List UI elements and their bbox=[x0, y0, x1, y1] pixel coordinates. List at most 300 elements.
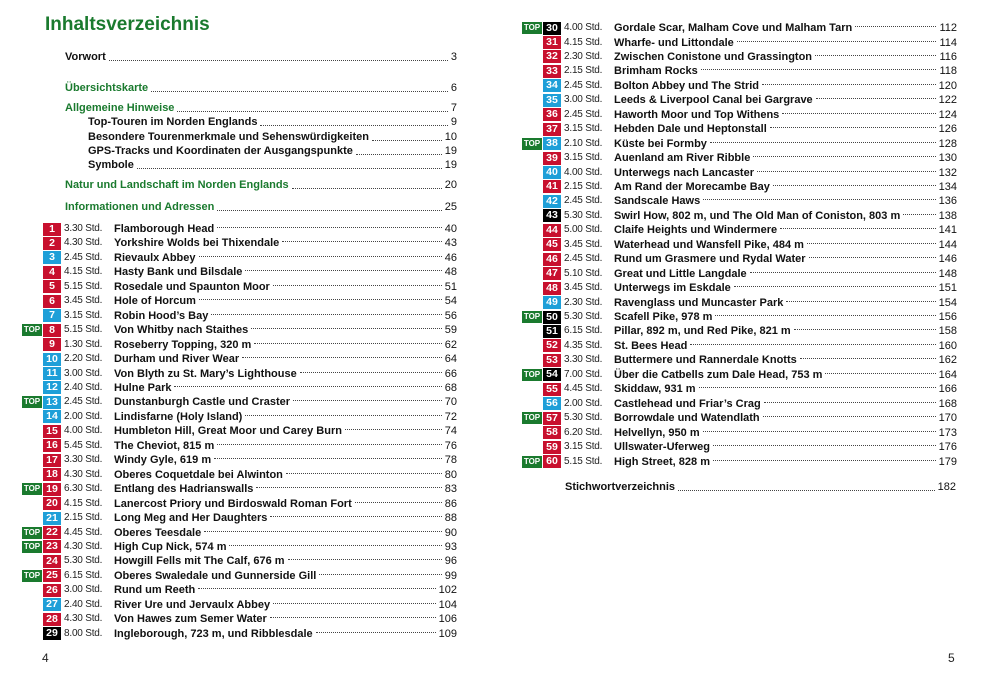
tour-name: Brimham Rocks bbox=[614, 65, 698, 78]
tour-name: Von Whitby nach Staithes bbox=[114, 324, 249, 337]
tour-page: 158 bbox=[938, 325, 957, 338]
tour-entry[interactable] bbox=[522, 151, 957, 165]
tour-duration: 6.20 Std. bbox=[564, 426, 603, 438]
tour-entry[interactable] bbox=[22, 294, 457, 308]
tour-entry[interactable] bbox=[22, 526, 457, 540]
tour-name: Hole of Horcum bbox=[114, 295, 196, 308]
tour-entry[interactable] bbox=[522, 36, 957, 50]
tour-name: River Ure und Jervaulx Abbey bbox=[114, 598, 271, 611]
tour-page: 136 bbox=[938, 195, 957, 208]
tour-number-badge: 19 bbox=[43, 483, 61, 496]
tour-name: Oberes Coquetdale bei Alwinton bbox=[114, 468, 283, 481]
top-tour-badge: TOP bbox=[23, 325, 41, 335]
tour-duration: 3.30 Std. bbox=[64, 454, 103, 466]
tour-entry[interactable] bbox=[22, 251, 457, 265]
dot-leader bbox=[245, 270, 441, 271]
tour-number-badge: 44 bbox=[543, 224, 561, 237]
tour-entry[interactable] bbox=[22, 453, 457, 467]
tour-number-badge: 33 bbox=[543, 65, 561, 78]
tour-entry[interactable] bbox=[22, 468, 457, 482]
dot-leader bbox=[372, 130, 442, 141]
dot-leader bbox=[174, 386, 441, 387]
tour-page: 54 bbox=[444, 295, 457, 308]
toc-entry-page: 19 bbox=[444, 145, 457, 157]
tour-duration: 5.30 Std. bbox=[564, 311, 603, 322]
tour-name: Über die Catbells zum Dale Head, 753 m bbox=[614, 368, 823, 381]
tour-duration: 5.15 Std. bbox=[564, 455, 603, 467]
tour-page: 112 bbox=[939, 22, 957, 34]
tour-entry[interactable] bbox=[522, 296, 957, 310]
tour-duration: 6.15 Std. bbox=[64, 569, 103, 581]
top-tour-badge: TOP bbox=[523, 23, 541, 32]
dot-leader bbox=[780, 228, 936, 229]
tour-duration: 6.30 Std. bbox=[64, 483, 103, 495]
tour-duration: 4.45 Std. bbox=[564, 383, 603, 395]
tour-name: Hebden Dale und Heptonstall bbox=[614, 123, 767, 136]
toc-entry-label: GPS-Tracks und Koordinaten der Ausgangspunkte bbox=[88, 145, 353, 157]
tour-number-badge: 55 bbox=[543, 383, 561, 396]
tour-entry[interactable] bbox=[522, 455, 957, 469]
tour-entry[interactable] bbox=[522, 426, 957, 440]
tour-name: Lanercost Priory und Birdoswald Roman Fort bbox=[114, 497, 352, 510]
tour-duration: 2.45 Std. bbox=[64, 396, 103, 408]
toc-entry-label: Allgemeine Hinweise bbox=[65, 102, 175, 114]
dot-leader bbox=[319, 574, 441, 575]
tour-entry[interactable] bbox=[22, 424, 457, 438]
tour-name: Von Blyth zu St. Mary’s Lighthouse bbox=[114, 367, 297, 380]
tour-entry[interactable] bbox=[522, 223, 957, 237]
tour-number-badge: 56 bbox=[543, 397, 561, 410]
tour-number-badge: 51 bbox=[543, 325, 561, 338]
tour-entry[interactable] bbox=[522, 324, 957, 338]
tour-number-badge: 5 bbox=[43, 280, 61, 293]
dot-leader bbox=[773, 185, 936, 186]
tour-entry[interactable] bbox=[522, 194, 957, 208]
tour-number-badge: 42 bbox=[543, 195, 561, 208]
tour-entry[interactable] bbox=[522, 353, 957, 367]
tour-entry[interactable] bbox=[22, 381, 457, 395]
index-label: Stichwortverzeichnis bbox=[565, 481, 676, 493]
tour-name: St. Bees Head bbox=[614, 339, 688, 352]
toc-entry-page: 6 bbox=[450, 82, 457, 94]
tour-page: 96 bbox=[444, 555, 457, 568]
tour-name: Buttermere und Rannerdale Knotts bbox=[614, 354, 797, 367]
tour-duration: 4.15 Std. bbox=[64, 497, 103, 509]
dot-leader bbox=[288, 559, 442, 560]
dot-leader bbox=[151, 81, 448, 92]
tour-name: The Cheviot, 815 m bbox=[114, 439, 215, 452]
tour-duration: 5.15 Std. bbox=[64, 324, 103, 336]
tour-entry[interactable] bbox=[522, 310, 957, 324]
tour-duration: 2.45 Std. bbox=[564, 195, 603, 207]
tour-name: Dunstanburgh Castle und Craster bbox=[114, 396, 291, 409]
toc-entry-label: Informationen und Adressen bbox=[65, 201, 215, 213]
tour-number-badge: 52 bbox=[543, 339, 561, 352]
toc-entry-label: Vorwort bbox=[65, 51, 106, 63]
tour-page: 68 bbox=[444, 381, 457, 394]
toc-entry-label: Besondere Tourenmerkmale und Sehenswürdigkeiten bbox=[88, 131, 369, 143]
tour-duration: 7.00 Std. bbox=[564, 368, 603, 380]
dot-leader bbox=[217, 444, 441, 445]
tour-name: Küste bei Formby bbox=[614, 137, 707, 150]
tour-entry[interactable] bbox=[522, 281, 957, 295]
toc-entry-page: 3 bbox=[450, 51, 457, 63]
tour-entry[interactable] bbox=[522, 122, 957, 136]
tour-name: Pillar, 892 m, und Red Pike, 821 m bbox=[614, 325, 791, 338]
index-page: 182 bbox=[937, 481, 956, 493]
tour-name: Auenland am River Ribble bbox=[614, 152, 751, 164]
tour-name: Ravenglass und Muncaster Park bbox=[614, 296, 784, 309]
tour-entry[interactable] bbox=[22, 323, 457, 337]
tour-entry[interactable] bbox=[522, 209, 957, 223]
tour-page: 72 bbox=[444, 410, 457, 423]
tour-entry[interactable] bbox=[22, 497, 457, 511]
tour-page: 88 bbox=[444, 512, 457, 524]
dot-leader bbox=[356, 144, 442, 155]
tour-duration: 3.15 Std. bbox=[564, 152, 603, 163]
tour-page: 90 bbox=[444, 526, 457, 539]
tour-number-badge: 15 bbox=[43, 425, 61, 438]
toc-entry[interactable] bbox=[65, 200, 457, 214]
tour-number-badge: 29 bbox=[43, 627, 61, 640]
tour-number-badge: 18 bbox=[43, 468, 61, 481]
tour-entry[interactable] bbox=[22, 338, 457, 352]
tour-duration: 2.15 Std. bbox=[64, 512, 103, 523]
tour-number-badge: 20 bbox=[43, 497, 61, 510]
tour-entry[interactable] bbox=[22, 309, 457, 323]
tour-page: 70 bbox=[444, 396, 457, 409]
top-tour-badge: TOP bbox=[523, 369, 541, 379]
tour-duration: 2.30 Std. bbox=[564, 50, 603, 62]
top-tour-badge: TOP bbox=[523, 312, 541, 321]
tour-name: Claife Heights und Windermere bbox=[614, 224, 778, 237]
tour-entry[interactable] bbox=[22, 236, 457, 250]
top-tour-badge: TOP bbox=[23, 484, 41, 494]
right-page bbox=[500, 0, 1000, 682]
page-number-left: 4 bbox=[42, 651, 49, 665]
dot-leader bbox=[807, 243, 936, 244]
tour-page: 86 bbox=[444, 497, 457, 510]
tour-entry[interactable] bbox=[22, 439, 457, 453]
tour-duration: 4.15 Std. bbox=[64, 266, 103, 278]
dot-leader bbox=[701, 69, 937, 70]
tour-duration: 2.45 Std. bbox=[564, 79, 603, 91]
tour-page: 128 bbox=[938, 137, 957, 150]
tour-entry[interactable] bbox=[522, 368, 957, 382]
tour-number-badge: 3 bbox=[43, 251, 61, 264]
tour-number-badge: 31 bbox=[543, 36, 561, 49]
toc-entry-page: 19 bbox=[444, 159, 457, 171]
tour-name: Castlehead und Friar’s Crag bbox=[614, 397, 761, 410]
tour-number-badge: 57 bbox=[543, 412, 561, 425]
tour-number-badge: 10 bbox=[43, 353, 61, 366]
tour-page: 132 bbox=[938, 166, 957, 179]
tour-entry[interactable] bbox=[522, 382, 957, 396]
tour-name: Great und Little Langdale bbox=[614, 267, 747, 280]
tour-duration: 4.35 Std. bbox=[564, 339, 603, 351]
dot-leader bbox=[703, 199, 935, 200]
page-title: Inhaltsverzeichnis bbox=[45, 14, 210, 35]
tour-name: Rund um Reeth bbox=[114, 584, 196, 597]
tour-number-badge: 60 bbox=[543, 455, 561, 468]
tour-duration: 5.30 Std. bbox=[564, 209, 603, 221]
tour-name: Borrowdale und Watendlath bbox=[614, 412, 760, 425]
dot-leader bbox=[753, 156, 935, 157]
tour-number-badge: 28 bbox=[43, 613, 61, 626]
dot-leader bbox=[690, 344, 935, 345]
tour-entry[interactable] bbox=[22, 352, 457, 366]
tour-number-badge: 38 bbox=[543, 137, 561, 150]
tour-entry[interactable] bbox=[522, 166, 957, 180]
tour-entry[interactable] bbox=[22, 410, 457, 424]
tour-page: 64 bbox=[444, 353, 457, 365]
dot-leader bbox=[300, 372, 442, 373]
tour-number-badge: 1 bbox=[43, 223, 61, 236]
dot-leader bbox=[292, 178, 442, 189]
top-tour-badge: TOP bbox=[523, 138, 541, 148]
tour-entry[interactable] bbox=[522, 397, 957, 411]
tour-duration: 5.15 Std. bbox=[64, 280, 103, 292]
tour-duration: 3.00 Std. bbox=[64, 584, 103, 596]
toc-entry[interactable] bbox=[65, 178, 457, 192]
dot-leader bbox=[816, 98, 936, 99]
tour-number-badge: 27 bbox=[43, 598, 61, 611]
dot-leader bbox=[214, 458, 442, 459]
tour-number-badge: 39 bbox=[543, 152, 561, 165]
tour-entry[interactable] bbox=[22, 280, 457, 294]
tour-duration: 2.45 Std. bbox=[564, 253, 603, 265]
dot-leader bbox=[270, 516, 441, 517]
tour-entry[interactable] bbox=[22, 540, 457, 554]
tour-page: 104 bbox=[438, 598, 457, 611]
tour-duration: 2.00 Std. bbox=[564, 397, 603, 409]
toc-entry[interactable] bbox=[88, 144, 457, 158]
tour-page: 141 bbox=[938, 224, 957, 237]
top-tour-badge: TOP bbox=[523, 456, 541, 466]
tour-name: Wharfe- und Littondale bbox=[614, 36, 734, 49]
dot-leader bbox=[699, 387, 936, 388]
tour-entry[interactable] bbox=[22, 569, 457, 583]
tour-number-badge: 13 bbox=[43, 396, 61, 409]
tour-number-badge: 14 bbox=[43, 410, 61, 423]
tour-page: 162 bbox=[938, 354, 957, 367]
tour-duration: 3.45 Std. bbox=[64, 295, 103, 307]
tour-page: 148 bbox=[938, 267, 957, 280]
dot-leader bbox=[809, 257, 936, 258]
dot-leader bbox=[703, 431, 936, 432]
tour-name: Humbleton Hill, Great Moor und Carey Burn bbox=[114, 425, 342, 438]
tour-page: 62 bbox=[444, 338, 457, 351]
tour-page: 93 bbox=[444, 540, 457, 553]
tour-page: 40 bbox=[444, 223, 457, 235]
dot-leader bbox=[678, 480, 935, 491]
tour-entry[interactable] bbox=[22, 511, 457, 525]
dot-leader bbox=[293, 400, 442, 401]
tour-name: Lindisfarne (Holy Island) bbox=[114, 410, 243, 423]
tour-page: 134 bbox=[938, 180, 957, 193]
tour-duration: 4.45 Std. bbox=[64, 526, 103, 538]
tour-entry[interactable] bbox=[22, 598, 457, 612]
tour-name: Robin Hood’s Bay bbox=[114, 309, 209, 322]
tour-number-badge: 36 bbox=[543, 108, 561, 121]
toc-entry-label: Symbole bbox=[88, 159, 134, 171]
toc-entry[interactable] bbox=[65, 81, 457, 95]
dot-leader bbox=[245, 415, 441, 416]
tour-page: 83 bbox=[444, 483, 457, 496]
tour-page: 76 bbox=[444, 439, 457, 452]
tour-entry[interactable] bbox=[522, 238, 957, 252]
tour-page: 166 bbox=[938, 383, 957, 396]
tour-page: 48 bbox=[444, 266, 457, 279]
tour-duration: 2.15 Std. bbox=[564, 65, 603, 77]
tour-number-badge: 48 bbox=[543, 282, 561, 295]
tour-page: 154 bbox=[938, 296, 957, 309]
tour-page: 51 bbox=[444, 280, 457, 293]
tour-duration: 5.00 Std. bbox=[564, 224, 603, 236]
tour-page: 99 bbox=[444, 569, 457, 582]
tour-duration: 3.15 Std. bbox=[564, 123, 603, 135]
tour-duration: 2.45 Std. bbox=[64, 251, 103, 263]
tour-number-badge: 40 bbox=[543, 166, 561, 179]
toc-entry[interactable] bbox=[65, 50, 457, 64]
tour-name: Long Meg and Her Daughters bbox=[114, 512, 268, 524]
tour-entry[interactable] bbox=[22, 222, 457, 236]
tour-duration: 4.30 Std. bbox=[64, 237, 103, 249]
tour-entry[interactable] bbox=[522, 64, 957, 78]
tour-entry[interactable] bbox=[522, 50, 957, 64]
toc-entry[interactable] bbox=[88, 158, 457, 172]
tour-name: Gordale Scar, Malham Cove und Malham Tarn bbox=[614, 22, 853, 34]
tour-page: 176 bbox=[938, 441, 957, 453]
tour-duration: 3.00 Std. bbox=[64, 367, 103, 379]
tour-number-badge: 54 bbox=[543, 368, 561, 381]
dot-leader bbox=[273, 603, 436, 604]
tour-page: 168 bbox=[938, 397, 957, 410]
dot-leader bbox=[763, 416, 936, 417]
tour-duration: 3.30 Std. bbox=[64, 223, 103, 234]
dot-leader bbox=[786, 301, 935, 302]
tour-entry[interactable] bbox=[22, 265, 457, 279]
tour-entry[interactable] bbox=[522, 180, 957, 194]
tour-page: 74 bbox=[444, 425, 457, 438]
dot-leader bbox=[260, 115, 447, 126]
dot-leader bbox=[825, 373, 935, 374]
toc-entry[interactable] bbox=[65, 101, 457, 115]
toc-entry-page: 20 bbox=[444, 179, 457, 191]
tour-page: 151 bbox=[938, 282, 957, 295]
tour-name: Haworth Moor und Top Withens bbox=[614, 108, 780, 121]
tour-page: 120 bbox=[938, 79, 957, 92]
tour-entry[interactable] bbox=[22, 554, 457, 568]
tour-number-badge: 47 bbox=[543, 267, 561, 280]
tour-page: 126 bbox=[938, 123, 957, 136]
tour-page: 80 bbox=[444, 468, 457, 481]
tour-entry[interactable] bbox=[522, 21, 957, 35]
tour-number-badge: 37 bbox=[543, 123, 561, 136]
tour-page: 116 bbox=[939, 50, 957, 63]
tour-number-badge: 12 bbox=[43, 381, 61, 394]
tour-number-badge: 22 bbox=[43, 526, 61, 539]
toc-entry[interactable] bbox=[88, 130, 457, 144]
tour-duration: 3.30 Std. bbox=[564, 354, 603, 366]
tour-duration: 4.30 Std. bbox=[64, 468, 103, 480]
tour-name: Ingleborough, 723 m, und Ribblesdale bbox=[114, 627, 313, 640]
dot-leader bbox=[764, 402, 936, 403]
tour-name: Rund um Grasmere und Rydal Water bbox=[614, 253, 806, 266]
tour-duration: 2.00 Std. bbox=[64, 410, 103, 422]
tour-number-badge: 16 bbox=[43, 439, 61, 452]
tour-page: 78 bbox=[444, 454, 457, 467]
tour-number-badge: 7 bbox=[43, 309, 61, 322]
tour-duration: 2.30 Std. bbox=[564, 296, 603, 308]
tour-duration: 4.00 Std. bbox=[564, 166, 603, 178]
tour-page: 109 bbox=[438, 627, 457, 640]
tour-entry[interactable] bbox=[522, 79, 957, 93]
index-entry[interactable] bbox=[565, 480, 956, 494]
dot-leader bbox=[794, 329, 936, 330]
tour-number-badge: 9 bbox=[43, 338, 61, 351]
dot-leader bbox=[750, 272, 936, 273]
tour-entry[interactable] bbox=[522, 411, 957, 425]
tour-name: Rosedale und Spaunton Moor bbox=[114, 280, 270, 293]
tour-entry[interactable] bbox=[522, 252, 957, 266]
tour-entry[interactable] bbox=[522, 440, 957, 454]
toc-entry-label: Natur und Landschaft im Norden Englands bbox=[65, 179, 289, 191]
tour-entry[interactable] bbox=[522, 93, 957, 107]
tour-duration: 4.00 Std. bbox=[64, 425, 103, 437]
tour-page: 118 bbox=[939, 65, 957, 78]
tour-number-badge: 30 bbox=[543, 22, 561, 35]
tour-page: 173 bbox=[938, 426, 957, 439]
dot-leader bbox=[199, 299, 442, 300]
toc-entry-page: 9 bbox=[450, 116, 457, 128]
tour-name: Roseberry Topping, 320 m bbox=[114, 338, 252, 351]
tour-duration: 2.20 Std. bbox=[64, 353, 103, 364]
tour-number-badge: 50 bbox=[543, 311, 561, 324]
tour-entry[interactable] bbox=[22, 627, 457, 641]
tour-entry[interactable] bbox=[22, 395, 457, 409]
tour-entry[interactable] bbox=[522, 108, 957, 122]
top-tour-badge: TOP bbox=[523, 413, 541, 423]
tour-name: Oberes Swaledale und Gunnerside Gill bbox=[114, 569, 317, 582]
tour-entry[interactable] bbox=[22, 583, 457, 597]
tour-entry[interactable] bbox=[522, 339, 957, 353]
dot-leader bbox=[355, 502, 442, 503]
tour-name: Am Rand der Morecambe Bay bbox=[614, 180, 770, 193]
tour-name: Rievaulx Abbey bbox=[114, 251, 196, 264]
dot-leader bbox=[256, 487, 441, 488]
tour-duration: 2.10 Std. bbox=[564, 137, 603, 149]
tour-duration: 2.15 Std. bbox=[564, 180, 603, 192]
tour-name: Ullswater-Uferweg bbox=[614, 441, 710, 453]
tour-duration: 3.15 Std. bbox=[564, 441, 603, 452]
toc-entry-page: 25 bbox=[444, 201, 457, 213]
dot-leader bbox=[251, 328, 441, 329]
tour-entry[interactable] bbox=[22, 367, 457, 381]
tour-name: Waterhead und Wansfell Pike, 484 m bbox=[614, 238, 804, 251]
tour-entry[interactable] bbox=[522, 267, 957, 281]
tour-duration: 2.40 Std. bbox=[64, 381, 103, 393]
dot-leader bbox=[715, 315, 935, 316]
tour-number-badge: 34 bbox=[543, 79, 561, 92]
tour-duration: 3.45 Std. bbox=[564, 282, 603, 294]
tour-entry[interactable] bbox=[22, 612, 457, 626]
tour-name: Hulne Park bbox=[114, 381, 172, 394]
dot-leader bbox=[229, 545, 441, 546]
toc-entry[interactable] bbox=[88, 115, 457, 129]
tour-entry[interactable] bbox=[522, 137, 957, 151]
tour-entry[interactable] bbox=[22, 482, 457, 496]
